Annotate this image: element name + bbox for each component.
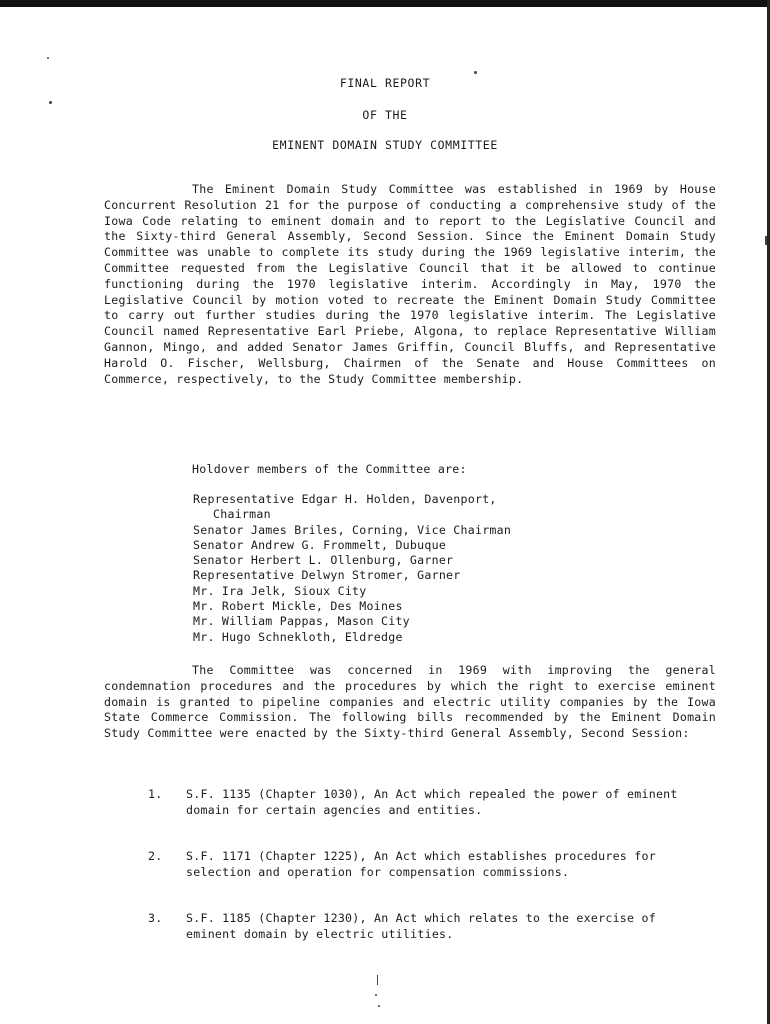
member-item: Representative Edgar H. Holden, Davenport, [193,492,497,506]
bill-text: S.F. 1185 (Chapter 1230), An Act which relates to the exercise of eminent domain by electric utilities. [186,911,656,941]
scan-top-edge [0,0,770,7]
member-item: Mr. Hugo Schnekloth, Eldredge [193,629,403,644]
bill-number: 1. [148,787,163,801]
member-item: Chairman [213,507,271,522]
scan-speck [47,57,49,59]
bill-number: 2. [148,849,163,863]
bills-paragraph: The Committee was concerned in 1969 with improving the general condemnation procedures and the procedures by which the right to exercise eminent domain is granted to pipeline companies and electric utility companies by the Iowa State Commerce Commission. The following bills recommended by the Eminent Domain Study Committee were enacted by the Sixty-third General Assembly, Second Session: [104,663,716,741]
scan-speck [375,994,377,996]
member-item: Senator Andrew G. Frommelt, Dubuque [193,537,447,552]
member-item: Mr. Ira Jelk, Sioux City [193,583,367,598]
bill-text: S.F. 1171 (Chapter 1225), An Act which establishes procedures for selection and operation for compensation commissions. [186,849,656,879]
scan-speck [474,71,477,74]
bill-item [148,849,678,880]
member-item: Representative Delwyn Stromer, Garner [193,568,461,583]
members-intro: Holdover members of the Committee are: [192,462,467,476]
intro-paragraph: The Eminent Domain Study Committee was established in 1969 by House Concurrent Resolution 21 for the purpose of conducting a comprehensive study of the Iowa Code relating to eminent domain and to report to the Legislative Council and the Sixty-third General Assembly, Second Session. Since the Eminent Domain Study Committee was unable to complete its study during the 1969 legislative interim, the Committee requested from the Legislative Council that it be allowed to continue functioning during the 1970 legislative interim. Accordingly in May, 1970 the Legislative Council by motion voted to recreate the Eminent Domain Study Committee to carry out further studies during the 1970 legislative interim. The Legislative Council named Representative Earl Priebe, Algona, to replace Representative William Gannon, Mingo, and added Senator James Griffin, Council Bluffs, and Representative Harold O. Fischer, Wellsburg, Chairmen of the Senate and House Committees on Commerce, respectively, to the Study Committee membership. [104,182,716,386]
bill-item [148,911,678,942]
report-subtitle: OF THE [362,108,408,122]
scan-speck [49,101,52,104]
scan-speck [765,236,767,245]
committee-name: EMINENT DOMAIN STUDY COMMITTEE [272,138,498,152]
bill-text: S.F. 1135 (Chapter 1030), An Act which repealed the power of eminent domain for certain agencies and entities. [186,787,678,817]
member-item: Mr. Robert Mickle, Des Moines [193,599,403,614]
members-list [193,492,511,645]
bill-number: 3. [148,911,163,925]
member-item: Senator Herbert L. Ollenburg, Garner [193,553,454,568]
bill-item [148,787,678,818]
scan-speck [377,975,378,985]
member-item: Mr. William Pappas, Mason City [193,614,410,629]
member-item: Senator James Briles, Corning, Vice Chairman [193,522,512,537]
report-title: FINAL REPORT [339,76,431,90]
scan-speck [378,1005,380,1007]
